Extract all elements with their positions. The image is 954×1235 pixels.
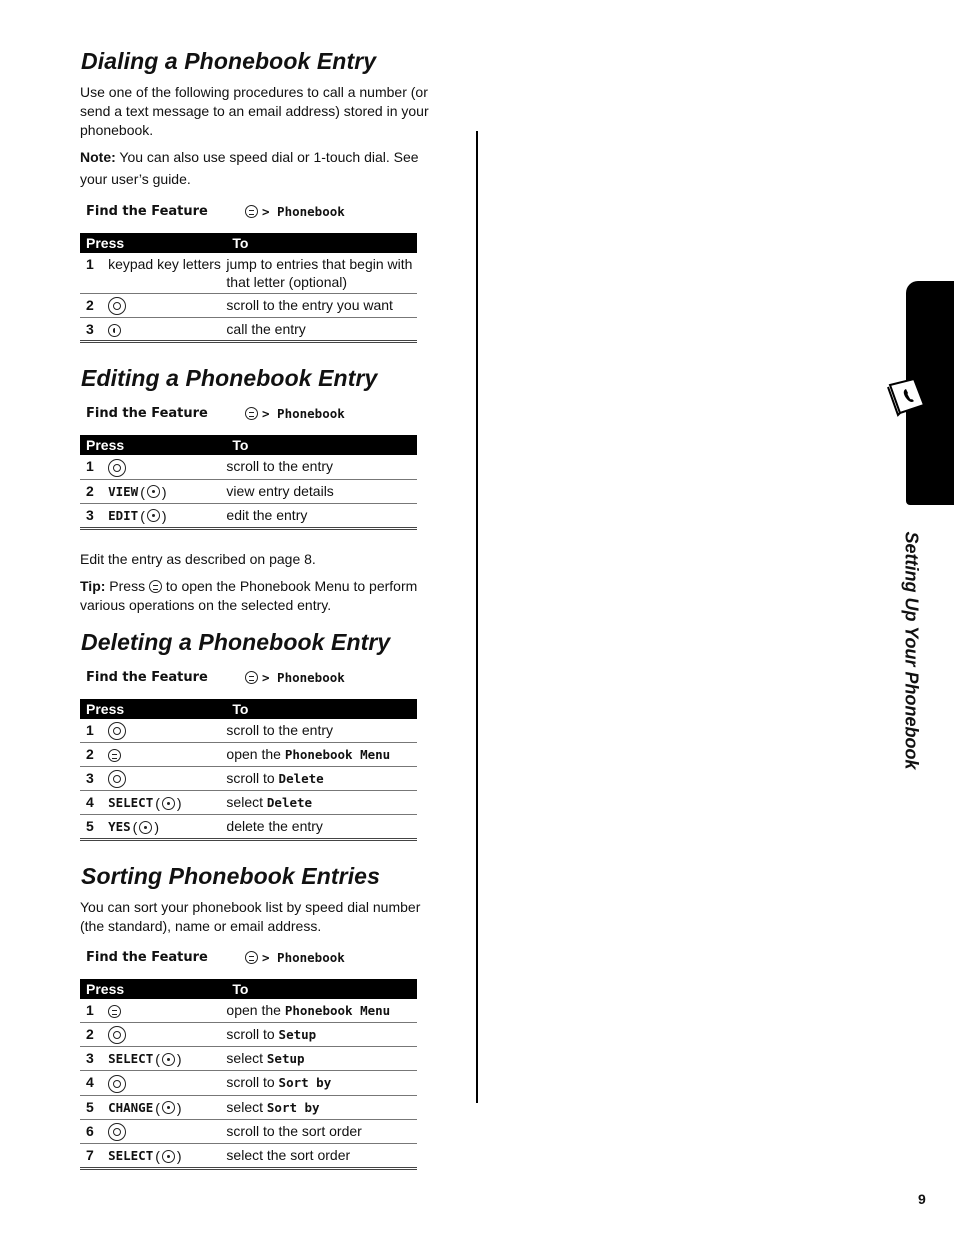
step-press (108, 742, 226, 766)
table-row (80, 1095, 417, 1119)
step-action (226, 1023, 417, 1047)
action-text: select (226, 794, 267, 811)
display-text: Phonebook Menu (284, 746, 391, 762)
editing-steps-table (80, 435, 417, 529)
center-select-key-icon (162, 797, 175, 810)
step-number: 5 (80, 1095, 108, 1119)
table-row (80, 318, 417, 342)
step-action: scroll to the entry (226, 455, 417, 479)
display-text: Sort by (266, 1099, 320, 1115)
step-number: 1 (80, 719, 108, 743)
step-press: SELECT ( ) (108, 791, 226, 815)
step-number: 2 (80, 1023, 108, 1047)
table-row (80, 766, 417, 790)
step-action (226, 742, 417, 766)
step-press (108, 719, 226, 743)
section-heading-editing: Editing a Phonebook Entry (81, 365, 378, 392)
step-number: 2 (80, 479, 108, 503)
step-number: 3 (80, 766, 108, 790)
table-row (80, 455, 417, 479)
center-select-key-icon (147, 509, 160, 522)
step-number: 4 (80, 1071, 108, 1095)
center-select-key-icon (162, 1150, 175, 1163)
find-feature-dialing (86, 204, 440, 219)
dialing-steps-table (80, 233, 417, 343)
column-divider (476, 131, 478, 1103)
step-action: edit the entry (226, 506, 308, 523)
display-text: Delete (278, 770, 324, 786)
table-row (80, 719, 417, 743)
menu-key-icon (245, 407, 258, 420)
editing-tip (80, 577, 440, 615)
main-column (80, 48, 440, 1192)
step-action (226, 1071, 417, 1095)
send-key-icon (108, 324, 121, 337)
find-feature-deleting (86, 670, 440, 685)
to-column-header: To (226, 435, 417, 455)
note-label: Note: (80, 149, 116, 165)
dialing-intro: Use one of the following procedures to call a number (or send a text message to an email address) stored in your phonebook. (80, 84, 429, 138)
note-text: You can also use speed dial or 1-touch dial. See your user’s guide. (80, 149, 419, 187)
navigation-key-icon (108, 1123, 126, 1141)
table-row (80, 791, 417, 815)
table-row (80, 1119, 417, 1143)
table-header (80, 233, 417, 253)
find-feature-path (245, 950, 345, 965)
step-press (108, 318, 226, 342)
step-press (108, 294, 226, 318)
navigation-key-icon (108, 722, 126, 740)
center-select-key-icon (162, 1053, 175, 1066)
menu-key-icon (245, 205, 258, 218)
chapter-title: Setting Up Your Phonebook (901, 531, 922, 770)
display-text: Sort by (278, 1075, 332, 1091)
step-action: scroll to the entry (226, 719, 417, 743)
action-text: scroll to (226, 1026, 279, 1043)
display-text: Delete (266, 795, 313, 811)
step-press: CHANGE ( ) (108, 1095, 226, 1119)
softkey-label: SELECT (108, 1148, 154, 1164)
center-select-key-icon (162, 1101, 175, 1114)
find-feature-label: Find the Feature (86, 950, 208, 966)
find-feature-path (245, 406, 345, 421)
step-action: scroll to the sort order (226, 1119, 417, 1143)
step-press: SELECT ( ) (108, 1047, 226, 1071)
find-feature-path (245, 670, 345, 685)
to-column-header: To (226, 699, 417, 719)
table-row (80, 294, 417, 318)
action-text: select (226, 1098, 267, 1115)
navigation-key-icon (108, 297, 126, 315)
step-action: view entry details (226, 479, 417, 503)
step-action: delete the entry (226, 818, 323, 835)
table-row (80, 479, 417, 503)
press-column-header: Press (80, 979, 226, 999)
center-select-key-icon (139, 821, 152, 834)
step-action (226, 766, 417, 790)
step-press (108, 455, 226, 479)
navigation-key-icon (108, 770, 126, 788)
navigation-key-icon (108, 1075, 126, 1093)
table-row (80, 503, 417, 528)
section-heading-deleting: Deleting a Phonebook Entry (81, 628, 391, 655)
section-heading-dialing: Dialing a Phonebook Entry (81, 48, 377, 74)
step-action (226, 1095, 417, 1119)
table-row (80, 253, 417, 294)
to-column-header: To (226, 979, 417, 999)
table-header (80, 435, 417, 455)
tip-label: Tip: (80, 577, 106, 594)
table-row (80, 1023, 417, 1047)
tip-text-pre: Press (105, 577, 149, 594)
menu-key-icon (108, 1005, 121, 1018)
step-action (226, 791, 417, 815)
to-column-header: To (226, 233, 417, 253)
step-press (108, 999, 226, 1023)
find-feature-label: Find the Feature (86, 669, 208, 685)
step-action: jump to entries that begin with that letter (optional) (226, 253, 417, 294)
press-column-header: Press (80, 233, 226, 253)
sorting-intro: You can sort your phonebook list by speed dial number (the standard), name or email address. (80, 899, 421, 935)
softkey-label: EDIT (108, 507, 139, 523)
find-path-text: > Phonebook (262, 204, 345, 219)
step-action: call the entry (226, 321, 306, 338)
softkey-label: CHANGE (108, 1099, 154, 1115)
action-text: open the (226, 1002, 285, 1019)
table-row (80, 815, 417, 840)
step-number: 1 (80, 999, 108, 1023)
find-path-text: > Phonebook (262, 669, 345, 685)
step-number: 1 (80, 455, 108, 479)
menu-key-icon (245, 951, 258, 964)
step-press: EDIT ( ) (108, 507, 167, 524)
display-text: Phonebook Menu (284, 1003, 391, 1019)
sorting-steps-table (80, 979, 417, 1170)
dialing-note (80, 146, 440, 190)
step-press: YES ( ) (108, 819, 159, 836)
menu-key-icon (149, 580, 162, 593)
step-press: SELECT ( ) (108, 1148, 182, 1165)
step-number: 2 (80, 742, 108, 766)
table-header (80, 979, 417, 999)
step-number: 5 (86, 818, 94, 835)
center-select-key-icon (147, 485, 160, 498)
find-feature-label: Find the Feature (86, 406, 208, 422)
step-press: keypad key letters (108, 253, 226, 294)
navigation-key-icon (108, 459, 126, 477)
step-action (226, 999, 417, 1023)
step-press (108, 1071, 226, 1095)
table-row (80, 999, 417, 1023)
find-feature-path (245, 204, 345, 219)
step-action: select the sort order (226, 1147, 351, 1164)
step-press (108, 1119, 226, 1143)
action-text: scroll to (226, 1074, 279, 1091)
find-path-text: > Phonebook (262, 950, 345, 966)
press-column-header: Press (80, 435, 226, 455)
display-text: Setup (278, 1027, 317, 1043)
action-text: select (226, 1050, 267, 1067)
softkey-label: SELECT (108, 1051, 154, 1067)
find-feature-label: Find the Feature (86, 204, 208, 219)
step-number: 7 (86, 1147, 94, 1164)
section-heading-sorting: Sorting Phonebook Entries (81, 863, 380, 890)
press-column-header: Press (80, 699, 226, 719)
step-number: 1 (80, 253, 108, 294)
step-number: 3 (86, 321, 94, 338)
deleting-steps-table (80, 699, 417, 842)
step-action: scroll to the entry you want (226, 294, 417, 318)
step-action (226, 1047, 417, 1071)
menu-key-icon (245, 671, 258, 684)
step-number: 2 (80, 294, 108, 318)
find-feature-editing (86, 406, 440, 421)
table-header (80, 699, 417, 719)
softkey-label: YES (108, 819, 131, 835)
step-number: 4 (80, 791, 108, 815)
softkey-label: VIEW (108, 483, 139, 499)
table-row (80, 1047, 417, 1071)
step-press: VIEW ( ) (108, 479, 226, 503)
table-row (80, 742, 417, 766)
menu-key-icon (108, 749, 121, 762)
find-feature-sorting (86, 950, 440, 965)
table-row (80, 1071, 417, 1095)
table-row (80, 1144, 417, 1169)
step-press (108, 1023, 226, 1047)
display-text: Setup (266, 1051, 305, 1067)
step-number: 3 (86, 506, 94, 523)
step-number: 6 (80, 1119, 108, 1143)
page-number: 9 (918, 1191, 926, 1207)
find-path-text: > Phonebook (262, 406, 345, 422)
step-number: 3 (80, 1047, 108, 1071)
editing-after-text: Edit the entry as described on page 8. (80, 550, 316, 567)
step-press (108, 766, 226, 790)
navigation-key-icon (108, 1026, 126, 1044)
softkey-label: SELECT (108, 795, 154, 811)
phonebook-icon (884, 375, 928, 417)
tip-text-post: to open the Phonebook Menu to perform various operations on the selected entry. (80, 577, 418, 613)
action-text: open the (226, 745, 285, 762)
action-text: scroll to (226, 769, 279, 786)
